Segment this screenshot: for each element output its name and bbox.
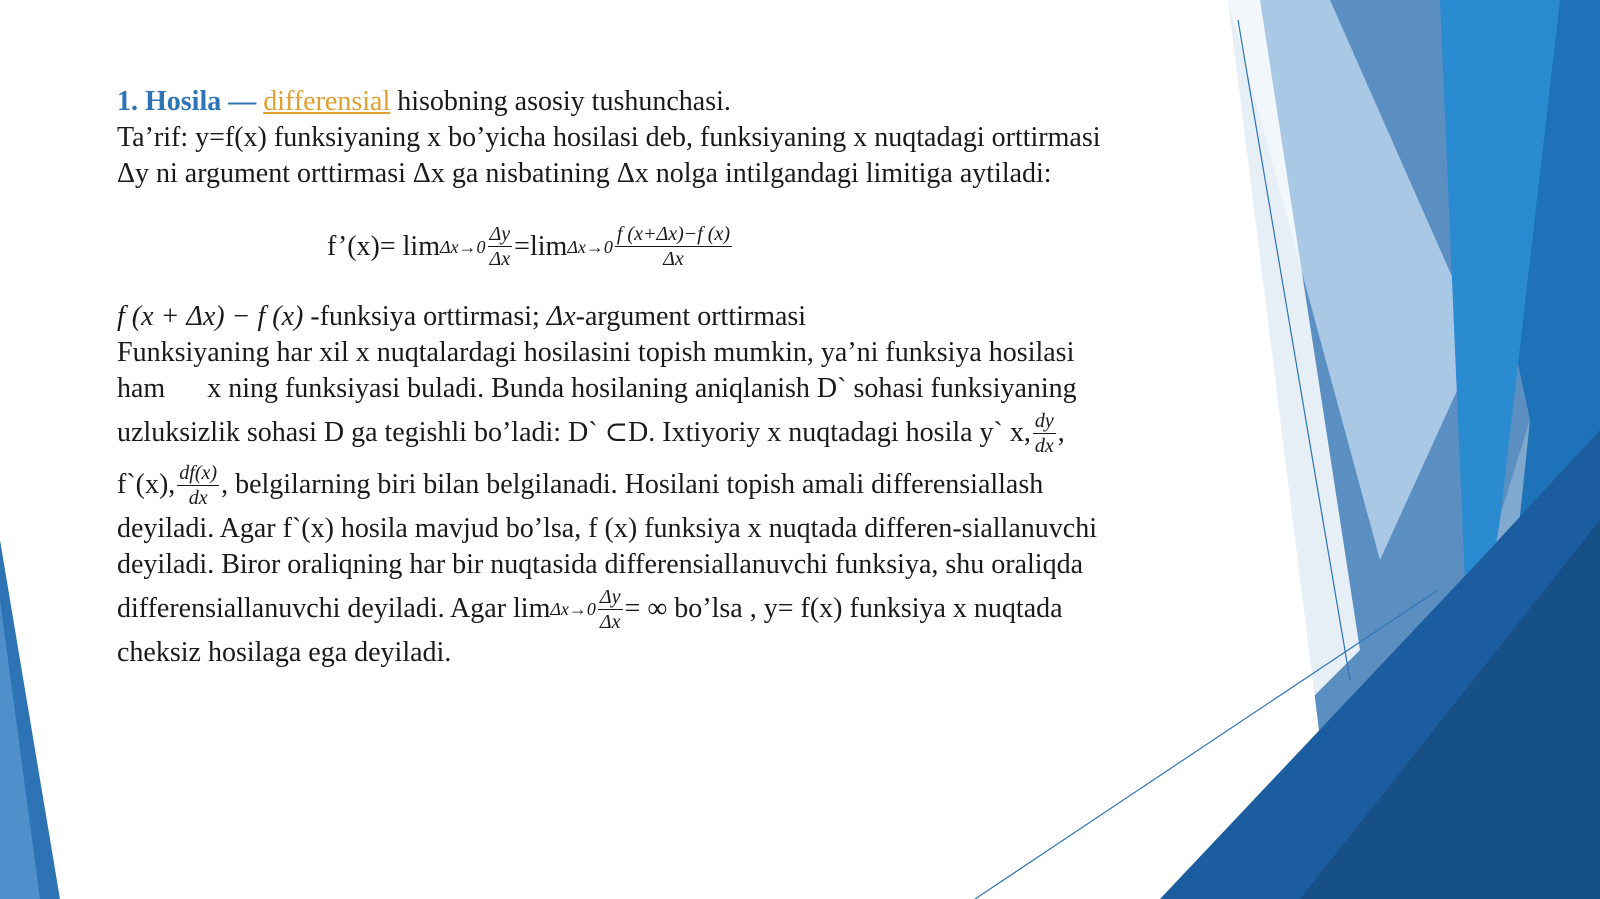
formula-lhs: f’(x)= lim: [327, 230, 440, 262]
formula-fraction-1: [488, 222, 513, 271]
fraction-2-numerator: f (x+Δx)−f (x): [616, 223, 730, 245]
delta-x: Δx: [546, 301, 576, 332]
definition-line-2: Δy ni argument orttirmasi Δx ga nisbatining Δx nolga intilgandagi limitiga aytiladi:: [117, 158, 1052, 189]
slide-content: [117, 84, 1217, 671]
body-line-1: [117, 299, 1217, 335]
dfx-numerator: df(x): [179, 461, 218, 484]
body-line-8-sub: Δx→0: [550, 599, 596, 619]
body-line-1-mid: -funksiya orttirmasi;: [303, 301, 547, 332]
dy-dx-fraction: [1033, 409, 1056, 458]
dfx-dx-fraction: [177, 461, 219, 510]
body-line-7: deyiladi. Biror oraliqning har bir nuqtasida differensiallanuvchi funksiya, shu oraliqda: [117, 549, 1084, 580]
dx-denominator: dx: [1034, 434, 1054, 457]
body-line-4: [117, 407, 1217, 459]
body-line-5-text: , belgilarning biri bilan belgilanadi. Hosilani topish amali differensiallash: [221, 469, 1044, 500]
body-line-8-end: = ∞ bo’lsa , y= f(x) funksiya x nuqtada: [624, 593, 1063, 624]
formula-eq-2: =lim: [514, 230, 568, 262]
title-number: 1.: [117, 86, 138, 117]
title-dash: —: [228, 86, 257, 117]
slide-title: [117, 84, 1217, 120]
definition-line-1: Ta’rif: y=f(x) funksiyaning x bo’yicha hosilasi deb, funksiyaning x nuqtadagi orttirmasi: [117, 122, 1101, 153]
formula-sub-2: Δx→0: [567, 236, 613, 257]
body-line-2: Funksiyaning har xil x nuqtalardagi hosilasini topish mumkin, ya’ni funksiya hosilasi: [117, 337, 1075, 368]
derivative-formula: [327, 222, 1217, 271]
body-line-8: [117, 583, 1217, 635]
body-line-5-start: f`(x),: [117, 469, 176, 500]
dx-denominator-2: dx: [188, 486, 208, 509]
differensial-link[interactable]: differensial: [263, 86, 391, 117]
formula-sub-1: Δx→0: [439, 236, 486, 257]
fraction-1-denominator: Δx: [489, 248, 511, 270]
body-line-9: cheksiz hosilaga ega deyiladi.: [117, 637, 452, 668]
limit-fraction: [598, 585, 623, 634]
body-line-4-text: uzluksizlik sohasi D ga tegishli bo’ladi: D` ⊂D. Ixtiyoriy x nuqtadagi hosila y` x,: [117, 417, 1031, 448]
title-rest: hisobning asosiy tushunchasi.: [390, 86, 731, 117]
body-line-8-start: differensiallanuvchi deyiladi. Agar lim: [117, 593, 551, 624]
increment-expression: f (x + Δx) − f (x): [117, 301, 304, 332]
limit-numerator: Δy: [599, 585, 621, 608]
limit-denominator: Δx: [599, 610, 621, 633]
dy-numerator: dy: [1034, 409, 1054, 432]
fraction-1-numerator: Δy: [489, 223, 511, 245]
title-word: Hosila: [145, 86, 222, 117]
body-line-6: deyiladi. Agar f`(x) hosila mavjud bo’lsa, f (x) funksiya x nuqtada differen-siallanuvchi: [117, 513, 1097, 544]
body-line-3: ham x ning funksiyasi buladi. Bunda hosilaning aniqlanish D` sohasi funksiyaning: [117, 373, 1077, 404]
fraction-2-denominator: Δx: [663, 248, 684, 270]
body-line-1-end: -argument orttirmasi: [575, 301, 807, 332]
body-line-4-end: ,: [1057, 417, 1065, 448]
formula-fraction-2: [615, 222, 732, 271]
body-line-5: [117, 459, 1217, 511]
